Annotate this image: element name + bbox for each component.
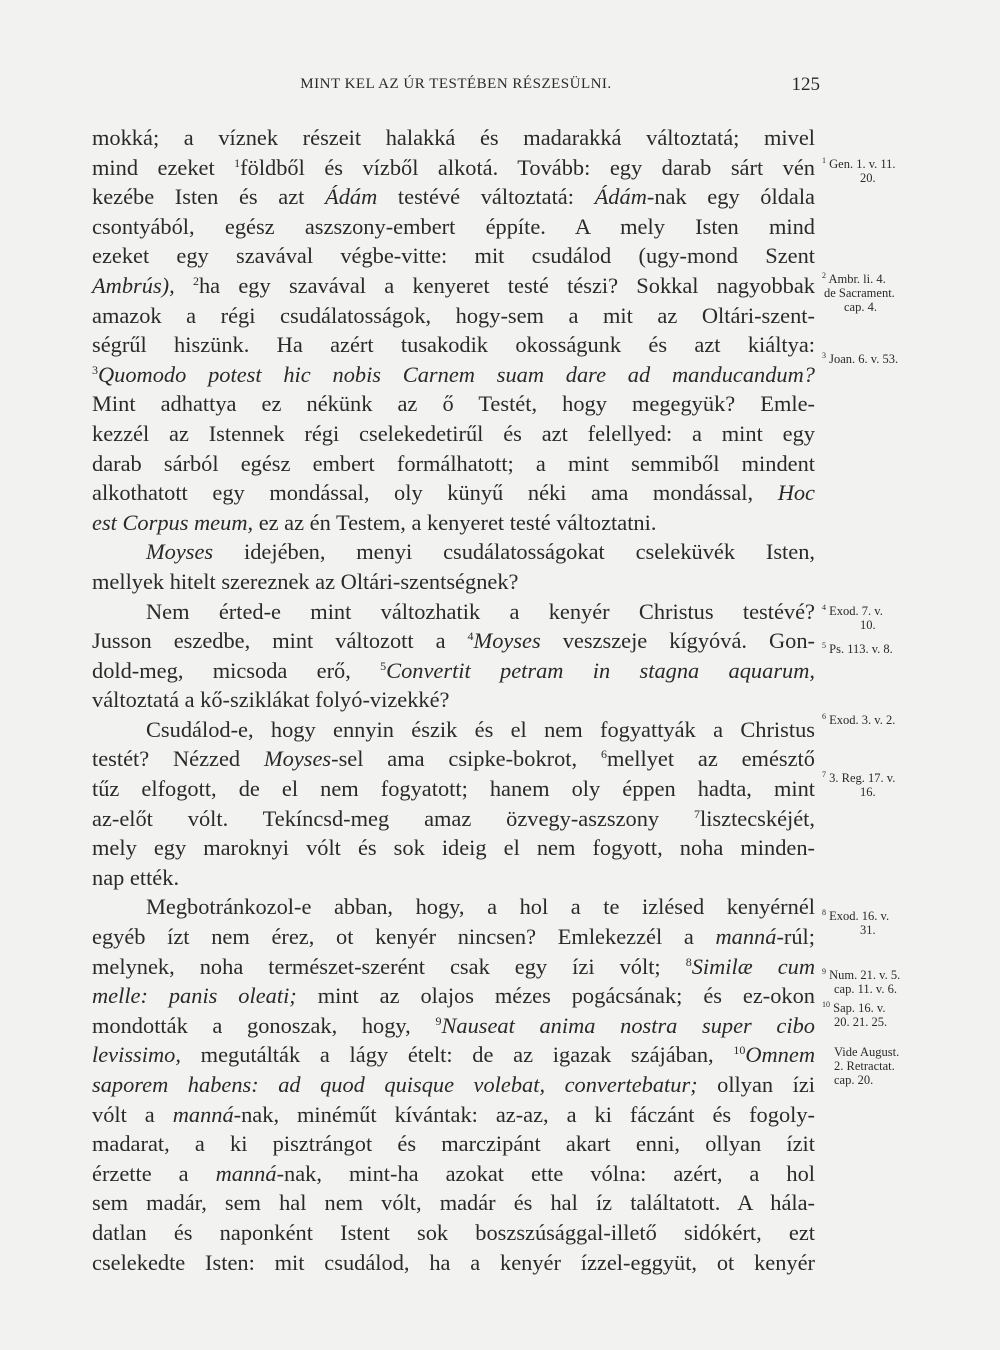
text-line: mellyek hitelt szereznek az Oltári-szentségnek?: [92, 568, 519, 594]
text-line: egyéb ízt nem érez, ot kenyér nincsen? Emlekezzél a manná-rúl;: [92, 924, 815, 950]
footnote-marker: 9: [435, 1013, 442, 1028]
text-line: amazok a régi csudálatosságok, hogy-sem a mit az Oltári-szent-: [92, 302, 815, 328]
footnote-marker: 6: [600, 747, 607, 762]
margin-note: $^2$ Ambr. li. 4. de Sacrament. cap. 4.: [822, 271, 895, 314]
text-line: Ambrús), $^2$ha egy szavával a kenyeret testé tészi? Sokkal nagyobbak: [92, 272, 815, 298]
page-number: 125: [791, 74, 820, 95]
margin-note: $^7$ 3. Reg. 17. v. 16.: [822, 770, 896, 799]
text-line: levissimo, megutálták a lágy ételt: de az igazak szájában, $^{10}$Omnem: [92, 1042, 815, 1068]
text-line: mokká; a víznek részeit halakká és madarakká változtatá; mivel: [92, 125, 815, 150]
margin-note: $^5$ Ps. 113. v. 8.: [822, 641, 893, 656]
footnote-marker: 1: [234, 155, 241, 170]
text-line: cselekedte Isten: mit csudálod, ha a kenyér ízzel-eggyüt, ot kenyér: [92, 1249, 815, 1275]
margin-note: $^{10}$ Sap. 16. v. 20. 21. 25.: [822, 1000, 888, 1029]
text-line: ségrűl hiszünk. Ha azért tusakodik okosságunk és azt kiáltya:: [92, 332, 815, 358]
text-line: Moyses idejében, menyi csudálatosságokat cseleküvék Isten,: [146, 539, 815, 565]
text-line: vólt a manná-nak, minéműt kívántak: az-az, a ki fáczánt és fogoly-: [92, 1101, 816, 1127]
footnote-marker: 4: [467, 629, 474, 644]
text-line: kezébe Isten és azt Ádám testévé változtatá: Ádám-nak egy óldala: [92, 184, 815, 210]
footnote-marker: 10: [733, 1043, 746, 1058]
text-line: kezzél az Istennek régi cselekedetirűl és azt felellyed: a mint egy: [92, 420, 815, 446]
text-line: csontyából, egész aszszony-embert éppíte. A mely Isten mind: [92, 213, 815, 239]
text-line: Nem érted-e mint változhatik a kenyér Christus testévé?: [146, 598, 815, 624]
text-line: Jusson eszedbe, mint változott a $^4$Moyses veszszeje kígyóvá. Gon-: [92, 628, 815, 654]
text-line: darab sárból egész embert formálhatott; a mint semmiből mindent: [92, 450, 815, 476]
text-line: érzette a manná-nak, mint-ha azokat ette vólna: azért, a hol: [92, 1160, 815, 1186]
margin-note: $^3$ Joan. 6. v. 53.: [822, 351, 899, 366]
text-line: mind ezeket $^1$földből és vízből alkotá. Tovább: egy darab sárt vén: [92, 154, 815, 180]
footnote-marker: 7: [693, 806, 700, 821]
margin-note: $^8$ Exod. 16. v. 31.: [822, 908, 890, 937]
footnote-marker: 8: [685, 954, 692, 969]
margin-note: $^4$ Exod. 7. v. 10.: [822, 603, 883, 632]
text-line: madarat, a ki pisztrángot és marczipánt akart enni, ollyan ízit: [92, 1131, 815, 1157]
text-line: az-előt vólt. Tekíncsd-meg amaz özvegy-aszszony $^7$lisztecskéjét,: [92, 805, 815, 831]
text-line: saporem habens: ad quod quisque volebat, convertebatur; ollyan ízi: [92, 1072, 815, 1097]
running-title: MINT KEL AZ ÚR TESTÉBEN RÉSZESÜLNI.: [300, 76, 612, 92]
text-line: Mint adhattya ez nékünk az ő Testét, hogy megegyük? Emle-: [92, 391, 815, 417]
text-line: $^3$Quomodo potest hic nobis Carnem suam dare ad manducandum?: [92, 361, 815, 387]
margin-note: $^9$ Num. 21. v. 5. cap. 11. v. 6.: [822, 967, 901, 996]
text-line: ezeket egy szavával végbe-vitte: mit csudálod (ugy-mond Szent: [92, 243, 815, 269]
text-line: nap ették.: [92, 864, 180, 890]
text-line: alkothatott egy mondással, oly künyű néki ama mondással, Hoc: [92, 480, 815, 506]
footnote-marker: 2: [192, 273, 199, 288]
page-header: [92, 74, 820, 98]
text-line: datlan és naponként Istent sok boszszúsággal-illető sidókért, ezt: [92, 1219, 815, 1245]
footnote-marker: 5: [380, 658, 387, 673]
text-line: Megbotránkozol-e abban, hogy, a hol a te izlésed kenyérnél: [146, 894, 815, 920]
margin-note: $^1$ Gen. 1. v. 11. 20.: [822, 156, 896, 185]
text-line: melynek, noha természet-szerént csak egy ízi vólt; $^8$Similæ cum: [92, 953, 815, 979]
text-line: testét? Nézzed Moyses-sel ama csipke-bokrot, $^6$mellyet az emésztő: [92, 746, 815, 772]
text-line: tűz elfogott, de el nem fogyatott; hanem oly éppen hadta, mint: [92, 776, 815, 802]
text-line: dold-meg, micsoda erő, $^5$Convertit petram in stagna aquarum,: [92, 657, 815, 683]
margin-note: Vide August. 2. Retractat. cap. 20.: [834, 1045, 900, 1087]
text-line: változtatá a kő-sziklákat folyó-vizekké?: [92, 687, 450, 713]
text-line: Csudálod-e, hogy ennyin észik és el nem fogyattyák a Christus: [146, 716, 815, 742]
text-line: est Corpus meum, ez az én Testem, a kenyeret testé változtatni.: [92, 509, 657, 535]
footnote-marker: 3: [92, 362, 98, 377]
text-line: mely egy maroknyi vólt és sok ideig el nem fogyott, noha minden-: [92, 835, 815, 861]
body-text: [92, 123, 815, 1277]
text-line: mondották a gonoszak, hogy, $^9$Nauseat anima nostra super cibo: [92, 1012, 815, 1038]
text-line: sem madár, sem hal nem vólt, madár és hal íz találtatott. A hála-: [92, 1190, 815, 1216]
margin-note: $^6$ Exod. 3. v. 2.: [822, 712, 896, 727]
text-line: melle: panis oleati; mint az olajos mézes pogácsának; és ez-okon: [92, 983, 816, 1009]
